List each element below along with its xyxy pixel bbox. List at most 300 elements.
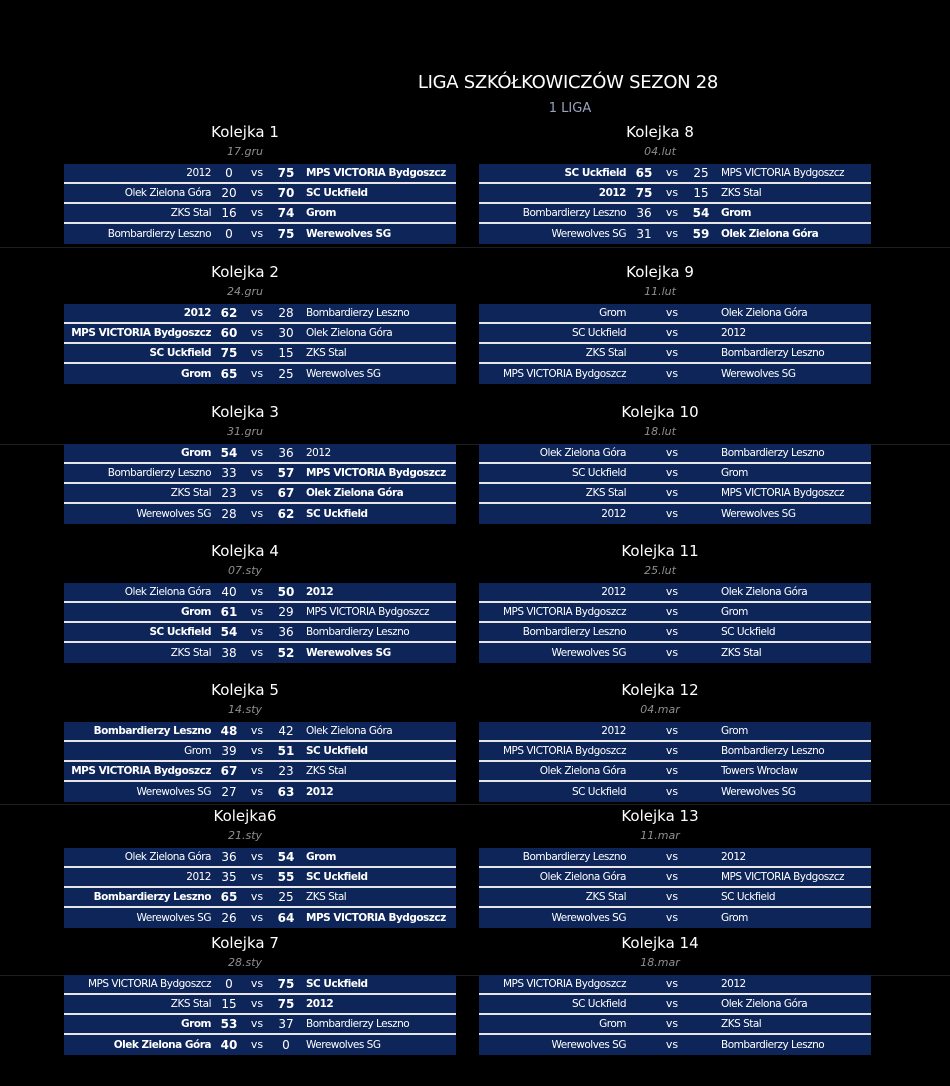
match-row xyxy=(479,623,871,643)
away-team: SC Uckfield xyxy=(306,978,368,990)
away-team: Bombardierzy Leszno xyxy=(721,447,825,459)
home-team: SC Uckfield xyxy=(571,467,626,479)
home-team: ZKS Stal xyxy=(170,998,211,1010)
match-row xyxy=(64,464,456,484)
home-score: 26 xyxy=(221,911,237,925)
home-team: Werewolves SG xyxy=(136,912,211,924)
match-row xyxy=(64,583,456,603)
round-title: Kolejka6 xyxy=(213,807,277,825)
home-team: Werewolves SG xyxy=(551,1039,626,1051)
match-row xyxy=(479,504,871,524)
away-team: MPS VICTORIA Bydgoszcz xyxy=(721,167,845,179)
home-team: Grom xyxy=(181,1018,211,1030)
away-team: Towers Wrocław xyxy=(721,765,798,777)
vs-label: vs xyxy=(665,890,679,903)
away-team: SC Uckfield xyxy=(306,871,368,883)
home-score: 23 xyxy=(221,486,237,500)
round-date: 18.mar xyxy=(640,956,680,969)
vs-label: vs xyxy=(250,446,264,459)
home-team: Grom xyxy=(599,1018,626,1030)
away-team: 2012 xyxy=(306,586,334,598)
match-row xyxy=(479,603,871,623)
home-team: MPS VICTORIA Bydgoszcz xyxy=(502,606,626,618)
away-score: 29 xyxy=(278,605,294,619)
home-team: 2012 xyxy=(598,187,626,199)
away-team: Olek Zielona Góra xyxy=(306,327,393,339)
away-team: 2012 xyxy=(721,327,746,339)
home-score: 61 xyxy=(220,605,238,619)
round-title: Kolejka 13 xyxy=(621,807,699,825)
match-row xyxy=(479,868,871,888)
home-score: 40 xyxy=(221,585,237,599)
away-team: ZKS Stal xyxy=(306,765,347,777)
vs-label: vs xyxy=(665,605,679,618)
away-team: ZKS Stal xyxy=(721,647,762,659)
home-score: 36 xyxy=(636,206,652,220)
match-row xyxy=(64,643,456,663)
round-title: Kolejka 5 xyxy=(211,681,279,699)
vs-label: vs xyxy=(665,646,679,659)
away-team: MPS VICTORIA Bydgoszcz xyxy=(721,487,845,499)
away-team: Bombardierzy Leszno xyxy=(306,1018,410,1030)
vs-label: vs xyxy=(250,744,264,757)
away-score: 67 xyxy=(277,486,295,500)
home-team: Bombardierzy Leszno xyxy=(522,851,626,863)
home-score: 75 xyxy=(220,346,238,360)
home-team: Bombardierzy Leszno xyxy=(93,725,211,737)
away-score: 30 xyxy=(278,326,294,340)
away-score: 59 xyxy=(692,227,710,241)
match-row xyxy=(64,603,456,623)
home-team: MPS VICTORIA Bydgoszcz xyxy=(71,327,211,339)
round-date: 17.gru xyxy=(227,145,263,158)
home-team: SC Uckfield xyxy=(571,786,626,798)
away-score: 37 xyxy=(278,1017,294,1031)
round-block xyxy=(479,121,871,244)
away-score: 25 xyxy=(278,367,294,381)
round-date: 11.mar xyxy=(640,829,680,842)
vs-label: vs xyxy=(250,605,264,618)
match-row xyxy=(64,324,456,344)
match-row xyxy=(64,224,456,244)
home-team: Olek Zielona Góra xyxy=(539,765,626,777)
match-row xyxy=(479,1035,871,1055)
match-row xyxy=(64,868,456,888)
home-team: Grom xyxy=(181,368,211,380)
away-score: 36 xyxy=(278,625,294,639)
home-score: 67 xyxy=(220,764,238,778)
away-score: 55 xyxy=(277,870,295,884)
home-team: 2012 xyxy=(186,167,211,179)
match-row xyxy=(64,623,456,643)
vs-label: vs xyxy=(665,186,679,199)
away-score: 54 xyxy=(692,206,710,220)
home-score: 0 xyxy=(225,977,233,991)
round-block xyxy=(479,805,871,928)
match-list xyxy=(479,848,871,928)
away-team: MPS VICTORIA Bydgoszcz xyxy=(306,912,446,924)
home-team: ZKS Stal xyxy=(585,347,626,359)
home-team: Grom xyxy=(181,447,211,459)
match-row xyxy=(479,782,871,802)
match-row xyxy=(64,304,456,324)
match-row xyxy=(479,1015,871,1035)
away-team: Werewolves SG xyxy=(306,647,391,659)
vs-label: vs xyxy=(250,850,264,863)
away-score: 52 xyxy=(277,646,295,660)
away-team: SC Uckfield xyxy=(306,508,368,520)
match-list xyxy=(64,722,456,802)
vs-label: vs xyxy=(665,977,679,990)
vs-label: vs xyxy=(250,206,264,219)
away-score: 75 xyxy=(277,997,295,1011)
vs-label: vs xyxy=(250,764,264,777)
round-title: Kolejka 11 xyxy=(621,542,699,560)
vs-label: vs xyxy=(665,486,679,499)
vs-label: vs xyxy=(665,764,679,777)
match-row xyxy=(64,908,456,928)
league-subtitle: 1 LIGA xyxy=(548,101,592,116)
home-team: 2012 xyxy=(601,725,626,737)
vs-label: vs xyxy=(250,724,264,737)
home-score: 60 xyxy=(220,326,238,340)
away-team: Olek Zielona Góra xyxy=(721,307,808,319)
home-team: 2012 xyxy=(183,307,211,319)
vs-label: vs xyxy=(665,326,679,339)
home-team: MPS VICTORIA Bydgoszcz xyxy=(87,978,211,990)
match-row xyxy=(479,975,871,995)
page-title: LIGA SZKÓŁKOWICZÓW SEZON 28 xyxy=(417,72,719,93)
home-score: 75 xyxy=(635,186,653,200)
round-block xyxy=(64,932,456,1055)
away-team: SC Uckfield xyxy=(721,626,776,638)
vs-label: vs xyxy=(665,625,679,638)
vs-label: vs xyxy=(250,486,264,499)
away-team: Bombardierzy Leszno xyxy=(306,626,410,638)
match-list xyxy=(479,975,871,1055)
round-date: 11.lut xyxy=(644,285,676,298)
away-team: ZKS Stal xyxy=(306,347,347,359)
away-team: 2012 xyxy=(306,786,334,798)
away-team: Grom xyxy=(721,912,748,924)
match-row xyxy=(479,304,871,324)
vs-label: vs xyxy=(665,997,679,1010)
match-row xyxy=(64,782,456,802)
match-row xyxy=(64,742,456,762)
away-score: 74 xyxy=(277,206,295,220)
match-list xyxy=(479,583,871,663)
home-score: 31 xyxy=(636,227,652,241)
away-team: Werewolves SG xyxy=(721,786,796,798)
home-team: MPS VICTORIA Bydgoszcz xyxy=(71,765,211,777)
round-block xyxy=(479,679,871,802)
home-score: 28 xyxy=(221,507,237,521)
away-team: Werewolves SG xyxy=(306,368,381,380)
away-score: 75 xyxy=(277,977,295,991)
home-team: Werewolves SG xyxy=(551,228,626,240)
away-team: 2012 xyxy=(721,978,746,990)
vs-label: vs xyxy=(250,1038,264,1051)
vs-label: vs xyxy=(250,466,264,479)
round-title: Kolejka 2 xyxy=(211,263,279,281)
away-team: Werewolves SG xyxy=(721,508,796,520)
match-row xyxy=(479,204,871,224)
match-row xyxy=(479,364,871,384)
match-list xyxy=(64,975,456,1055)
vs-label: vs xyxy=(665,744,679,757)
away-team: Bombardierzy Leszno xyxy=(306,307,410,319)
away-score: 75 xyxy=(277,227,295,241)
round-date: 14.sty xyxy=(227,703,263,716)
match-row xyxy=(479,484,871,504)
vs-label: vs xyxy=(250,166,264,179)
away-team: Bombardierzy Leszno xyxy=(721,745,825,757)
home-team: MPS VICTORIA Bydgoszcz xyxy=(502,745,626,757)
home-score: 53 xyxy=(220,1017,238,1031)
home-team: 2012 xyxy=(601,586,626,598)
home-score: 65 xyxy=(635,166,653,180)
match-row xyxy=(479,888,871,908)
match-list xyxy=(479,164,871,244)
vs-label: vs xyxy=(665,166,679,179)
away-team: ZKS Stal xyxy=(721,1018,762,1030)
round-title: Kolejka 9 xyxy=(626,263,694,281)
vs-label: vs xyxy=(250,625,264,638)
home-score: 15 xyxy=(221,997,237,1011)
away-score: 36 xyxy=(278,446,294,460)
away-score: 15 xyxy=(278,346,294,360)
home-score: 0 xyxy=(225,227,233,241)
match-list xyxy=(479,304,871,384)
away-team: Olek Zielona Góra xyxy=(306,487,404,499)
vs-label: vs xyxy=(665,585,679,598)
match-row xyxy=(479,164,871,184)
vs-label: vs xyxy=(250,186,264,199)
round-date: 04.mar xyxy=(640,703,680,716)
away-team: Olek Zielona Góra xyxy=(721,998,808,1010)
home-team: ZKS Stal xyxy=(585,487,626,499)
round-date: 24.gru xyxy=(227,285,263,298)
away-team: ZKS Stal xyxy=(721,187,762,199)
match-row xyxy=(64,184,456,204)
home-team: Bombardierzy Leszno xyxy=(522,626,626,638)
round-title: Kolejka 8 xyxy=(626,123,694,141)
match-row xyxy=(64,762,456,782)
home-team: Grom xyxy=(181,606,211,618)
home-score: 33 xyxy=(221,466,237,480)
away-team: SC Uckfield xyxy=(306,745,368,757)
match-row xyxy=(64,364,456,384)
match-row xyxy=(64,204,456,224)
vs-label: vs xyxy=(665,367,679,380)
vs-label: vs xyxy=(665,507,679,520)
home-score: 27 xyxy=(221,785,237,799)
home-score: 65 xyxy=(220,890,238,904)
home-team: SC Uckfield xyxy=(149,626,211,638)
vs-label: vs xyxy=(250,785,264,798)
match-row xyxy=(479,184,871,204)
home-score: 48 xyxy=(220,724,238,738)
home-score: 35 xyxy=(221,870,237,884)
away-score: 28 xyxy=(278,306,294,320)
away-team: Olek Zielona Góra xyxy=(721,586,808,598)
match-row xyxy=(479,762,871,782)
home-team: Bombardierzy Leszno xyxy=(107,228,211,240)
home-team: MPS VICTORIA Bydgoszcz xyxy=(502,978,626,990)
match-list xyxy=(479,722,871,802)
home-score: 62 xyxy=(220,306,238,320)
away-team: SC Uckfield xyxy=(306,187,368,199)
home-team: Grom xyxy=(599,307,626,319)
away-team: Grom xyxy=(721,606,748,618)
home-team: SC Uckfield xyxy=(571,998,626,1010)
vs-label: vs xyxy=(250,507,264,520)
vs-label: vs xyxy=(665,227,679,240)
away-team: ZKS Stal xyxy=(306,891,347,903)
match-row xyxy=(479,224,871,244)
away-score: 50 xyxy=(277,585,295,599)
vs-label: vs xyxy=(665,466,679,479)
round-title: Kolejka 14 xyxy=(621,934,699,952)
vs-label: vs xyxy=(665,850,679,863)
vs-label: vs xyxy=(250,890,264,903)
vs-label: vs xyxy=(665,306,679,319)
away-score: 0 xyxy=(282,1038,290,1052)
match-row xyxy=(479,848,871,868)
home-team: Bombardierzy Leszno xyxy=(93,891,211,903)
round-title: Kolejka 3 xyxy=(211,403,279,421)
home-score: 36 xyxy=(221,850,237,864)
vs-label: vs xyxy=(665,446,679,459)
away-team: Grom xyxy=(306,851,336,863)
match-row xyxy=(64,722,456,742)
home-team: Olek Zielona Góra xyxy=(113,1039,211,1051)
home-score: 0 xyxy=(225,166,233,180)
match-row xyxy=(64,995,456,1015)
away-team: Olek Zielona Góra xyxy=(721,228,819,240)
home-team: Olek Zielona Góra xyxy=(124,187,211,199)
home-team: Bombardierzy Leszno xyxy=(107,467,211,479)
away-team: Olek Zielona Góra xyxy=(306,725,393,737)
match-row xyxy=(479,344,871,364)
match-row xyxy=(64,888,456,908)
home-score: 16 xyxy=(221,206,237,220)
away-team: MPS VICTORIA Bydgoszcz xyxy=(306,467,446,479)
away-team: Grom xyxy=(306,207,336,219)
match-row xyxy=(479,444,871,464)
round-block xyxy=(64,121,456,244)
match-row xyxy=(479,643,871,663)
vs-label: vs xyxy=(665,785,679,798)
home-team: Olek Zielona Góra xyxy=(124,586,211,598)
round-title: Kolejka 1 xyxy=(211,123,279,141)
match-row xyxy=(64,504,456,524)
vs-label: vs xyxy=(665,346,679,359)
away-score: 54 xyxy=(277,850,295,864)
home-score: 65 xyxy=(220,367,238,381)
round-date: 25.lut xyxy=(644,564,676,577)
vs-label: vs xyxy=(665,911,679,924)
home-team: Olek Zielona Góra xyxy=(539,871,626,883)
row-divider xyxy=(0,247,950,248)
vs-label: vs xyxy=(250,997,264,1010)
home-team: Werewolves SG xyxy=(136,786,211,798)
vs-label: vs xyxy=(250,977,264,990)
away-score: 23 xyxy=(278,764,294,778)
match-list xyxy=(479,444,871,524)
match-list xyxy=(64,444,456,524)
away-team: Grom xyxy=(721,725,748,737)
away-team: SC Uckfield xyxy=(721,891,776,903)
home-team: Olek Zielona Góra xyxy=(539,447,626,459)
away-score: 15 xyxy=(693,186,709,200)
match-row xyxy=(64,848,456,868)
match-row xyxy=(479,583,871,603)
match-row xyxy=(479,742,871,762)
away-team: Werewolves SG xyxy=(306,1039,381,1051)
home-score: 20 xyxy=(221,186,237,200)
round-block xyxy=(479,261,871,384)
round-title: Kolejka 12 xyxy=(621,681,699,699)
away-team: Grom xyxy=(721,467,748,479)
away-score: 25 xyxy=(693,166,709,180)
vs-label: vs xyxy=(665,206,679,219)
match-row xyxy=(479,464,871,484)
home-team: Bombardierzy Leszno xyxy=(522,207,626,219)
vs-label: vs xyxy=(250,646,264,659)
away-score: 51 xyxy=(277,744,295,758)
vs-label: vs xyxy=(250,346,264,359)
round-block xyxy=(64,540,456,663)
match-row xyxy=(479,324,871,344)
away-score: 25 xyxy=(278,890,294,904)
away-team: Werewolves SG xyxy=(306,228,391,240)
home-team: Grom xyxy=(184,745,211,757)
away-team: MPS VICTORIA Bydgoszcz xyxy=(306,606,430,618)
match-list xyxy=(64,848,456,928)
away-team: Bombardierzy Leszno xyxy=(721,347,825,359)
away-score: 64 xyxy=(277,911,295,925)
round-title: Kolejka 10 xyxy=(621,403,699,421)
round-title: Kolejka 7 xyxy=(211,934,279,952)
home-team: 2012 xyxy=(601,508,626,520)
vs-label: vs xyxy=(250,326,264,339)
vs-label: vs xyxy=(250,870,264,883)
vs-label: vs xyxy=(665,1017,679,1030)
away-score: 70 xyxy=(277,186,295,200)
round-date: 04.lut xyxy=(644,145,676,158)
round-date: 31.gru xyxy=(227,425,263,438)
vs-label: vs xyxy=(665,724,679,737)
vs-label: vs xyxy=(250,227,264,240)
match-list xyxy=(64,164,456,244)
away-score: 57 xyxy=(277,466,295,480)
match-list xyxy=(64,304,456,384)
home-team: ZKS Stal xyxy=(170,207,211,219)
away-team: 2012 xyxy=(306,447,331,459)
home-score: 40 xyxy=(220,1038,238,1052)
vs-label: vs xyxy=(665,870,679,883)
vs-label: vs xyxy=(250,1017,264,1030)
home-team: Olek Zielona Góra xyxy=(124,851,211,863)
away-team: MPS VICTORIA Bydgoszcz xyxy=(721,871,845,883)
vs-label: vs xyxy=(250,911,264,924)
home-team: MPS VICTORIA Bydgoszcz xyxy=(502,368,626,380)
round-block xyxy=(479,932,871,1055)
match-row xyxy=(479,995,871,1015)
home-team: Werewolves SG xyxy=(551,912,626,924)
round-block xyxy=(64,401,456,524)
